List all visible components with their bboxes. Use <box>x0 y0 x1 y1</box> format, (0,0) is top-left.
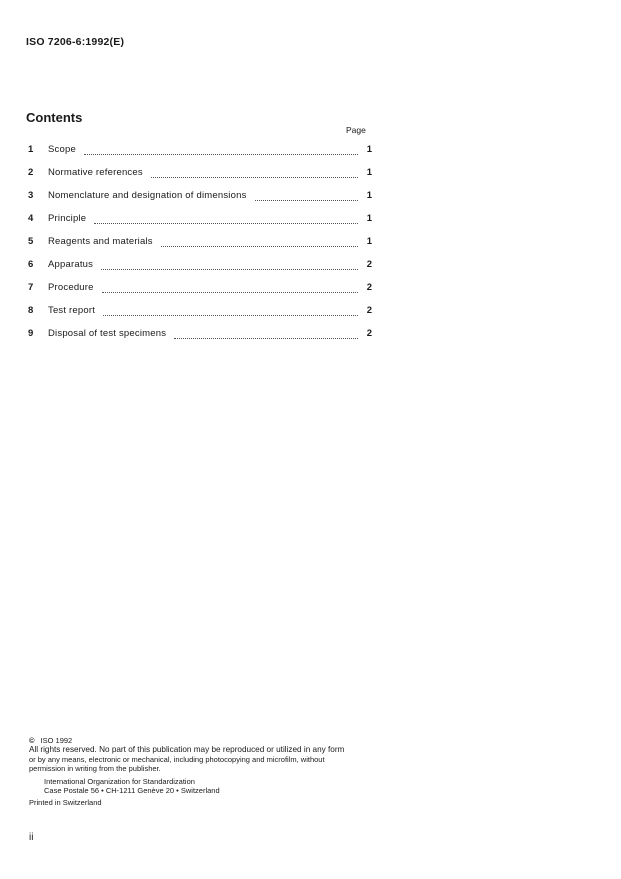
dot-leader <box>174 337 358 339</box>
toc-entry-number: 2 <box>28 167 34 178</box>
toc-entry-title: Nomenclature and designation of dimensions <box>48 190 247 201</box>
toc-entry-number: 4 <box>28 213 34 224</box>
toc-entry-title: Disposal of test specimens <box>48 328 167 339</box>
toc-entry-test-report[interactable] <box>28 305 372 321</box>
page-column-label: Page <box>346 125 366 135</box>
toc-entry-page: 2 <box>366 282 372 293</box>
toc-entry-page: 1 <box>366 236 372 247</box>
toc-entry-number: 5 <box>28 236 34 247</box>
copyright-line <box>29 736 379 745</box>
toc-entry-title: Apparatus <box>48 259 94 270</box>
toc-entry-page: 2 <box>366 259 372 270</box>
toc-entry-page: 1 <box>366 190 372 201</box>
organization-name: International Organization for Standardization <box>44 776 195 786</box>
toc-entry-number: 8 <box>28 305 34 316</box>
dot-leader <box>103 314 358 316</box>
toc-entry-number: 1 <box>28 144 34 155</box>
copyright-notice <box>29 736 379 808</box>
toc-entry-title: Normative references <box>48 167 143 178</box>
rights-statement-line-3: permission in writing from the publisher. <box>29 764 161 774</box>
toc-entry-apparatus[interactable] <box>28 259 372 275</box>
dot-leader <box>101 268 358 270</box>
toc-entry-title: Reagents and materials <box>48 236 153 247</box>
copyright-icon: © <box>29 736 35 745</box>
rights-statement-line-2: or by any means, electronic or mechanical, including photocopying and microfilm, without <box>29 754 325 764</box>
toc-entry-number: 3 <box>28 190 34 201</box>
dot-leader <box>151 176 358 178</box>
toc-entry-page: 2 <box>366 305 372 316</box>
toc-entry-disposal[interactable] <box>28 328 372 344</box>
rights-statement-line-1: All rights reserved. No part of this publication may be reproduced or utilized in any form <box>29 745 345 755</box>
toc-entry-page: 1 <box>366 213 372 224</box>
toc-entry-normative-references[interactable] <box>28 167 372 183</box>
copyright-year: ISO 1992 <box>40 736 73 745</box>
document-code: ISO 7206-6:1992(E) <box>26 36 125 48</box>
organization-address: Case Postale 56 • CH-1211 Genève 20 • Switzerland <box>44 786 220 796</box>
toc-entry-number: 7 <box>28 282 34 293</box>
toc-entry-title: Principle <box>48 213 87 224</box>
dot-leader <box>84 153 358 155</box>
dot-leader <box>255 199 358 201</box>
page-number: ii <box>29 832 34 843</box>
dot-leader <box>102 291 358 293</box>
toc-entry-page: 1 <box>366 144 372 155</box>
toc-entry-procedure[interactable] <box>28 282 372 298</box>
toc-entry-page: 1 <box>366 167 372 178</box>
dot-leader <box>161 245 358 247</box>
toc-entry-reagents[interactable] <box>28 236 372 252</box>
toc-entry-title: Procedure <box>48 282 94 293</box>
toc-entry-number: 9 <box>28 328 34 339</box>
toc-entry-scope[interactable] <box>28 144 372 160</box>
toc-entry-title: Scope <box>48 144 76 155</box>
toc-entry-title: Test report <box>48 305 96 316</box>
toc-entry-number: 6 <box>28 259 34 270</box>
toc-entry-principle[interactable] <box>28 213 372 229</box>
toc-entry-nomenclature[interactable] <box>28 190 372 206</box>
dot-leader <box>94 222 358 224</box>
printed-in: Printed in Switzerland <box>29 798 102 808</box>
contents-heading: Contents <box>26 110 83 125</box>
toc-entry-page: 2 <box>366 328 372 339</box>
